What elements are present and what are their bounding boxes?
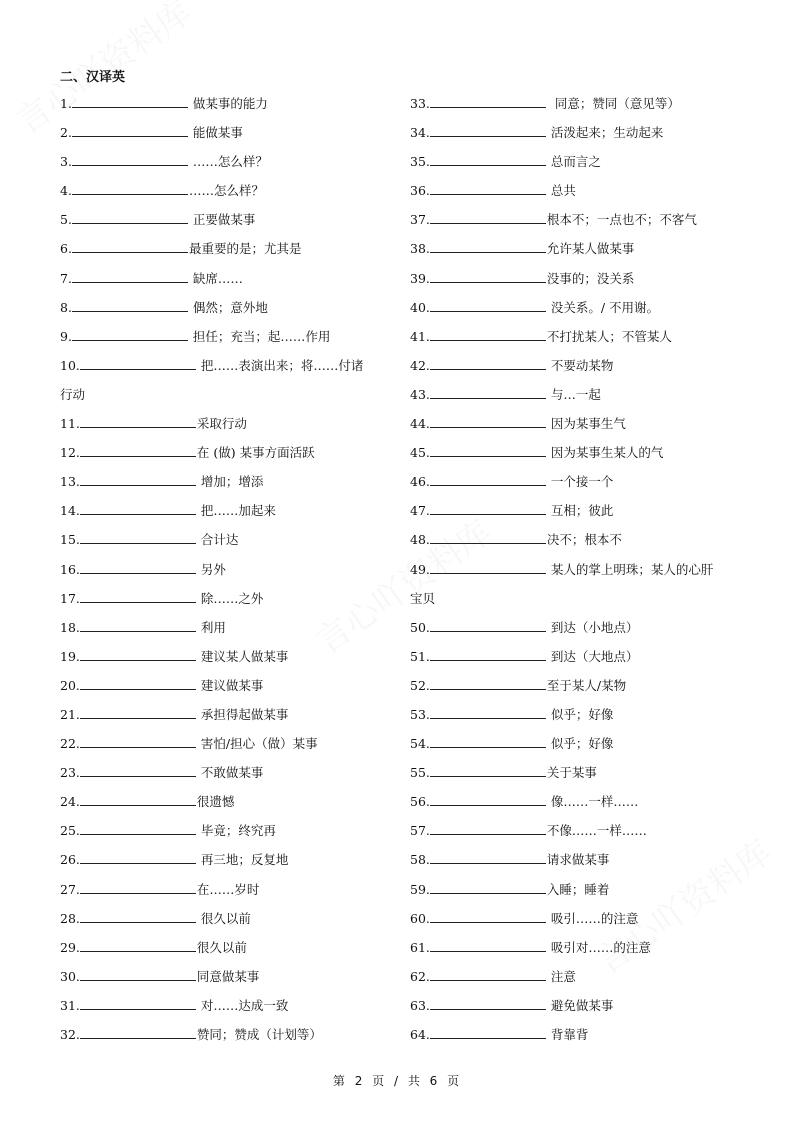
answer-blank[interactable] <box>72 123 188 137</box>
question-item <box>60 938 395 967</box>
question-item <box>410 909 745 938</box>
question-prompt: 允许某人做某事 <box>546 241 635 257</box>
answer-blank[interactable] <box>430 967 546 981</box>
question-prompt: 增加；增添 <box>196 474 264 490</box>
answer-blank[interactable] <box>430 385 546 399</box>
question-number: 44. <box>410 416 430 432</box>
question-number: 59. <box>410 881 430 897</box>
question-number: 51. <box>410 648 430 664</box>
question-item <box>410 763 745 792</box>
answer-blank[interactable] <box>430 210 546 224</box>
question-prompt: 除……之外 <box>196 590 264 606</box>
question-number: 27. <box>60 881 80 897</box>
question-prompt: 没关系。/ 不用谢。 <box>546 299 660 315</box>
question-item <box>410 734 745 763</box>
question-item <box>410 530 745 559</box>
question-item <box>60 327 395 356</box>
question-item <box>60 501 395 530</box>
question-item <box>60 443 395 472</box>
answer-blank[interactable] <box>80 705 196 719</box>
question-prompt: 不要动某物 <box>546 357 614 373</box>
answer-blank[interactable] <box>430 676 546 690</box>
question-prompt: 似乎；好像 <box>546 736 614 752</box>
question-item <box>410 850 745 879</box>
question-number: 36. <box>410 183 430 199</box>
answer-blank[interactable] <box>80 560 196 574</box>
question-item <box>60 792 395 821</box>
question-prompt-continued: 宝贝 <box>410 590 436 606</box>
question-prompt: 不像……一样…… <box>546 823 647 839</box>
question-item <box>60 239 395 268</box>
question-item <box>60 676 395 705</box>
answer-blank[interactable] <box>430 618 546 632</box>
question-prompt: 很久以前 <box>196 910 251 926</box>
question-prompt: 承担得起做某事 <box>196 706 289 722</box>
question-item <box>60 850 395 879</box>
question-prompt: 能做某事 <box>188 125 243 141</box>
question-number: 3. <box>60 154 72 170</box>
answer-blank[interactable] <box>430 239 546 253</box>
question-number: 5. <box>60 212 72 228</box>
answer-blank[interactable] <box>430 880 546 894</box>
answer-blank[interactable] <box>430 821 546 835</box>
question-prompt: 不打扰某人；不管某人 <box>546 328 672 344</box>
question-number: 41. <box>410 328 430 344</box>
question-prompt: 根本不；一点也不；不客气 <box>546 212 697 228</box>
question-number: 62. <box>410 968 430 984</box>
question-number: 4. <box>60 183 72 199</box>
question-number: 17. <box>60 590 80 606</box>
answer-blank[interactable] <box>72 94 188 108</box>
question-prompt: 到达（小地点） <box>546 619 639 635</box>
question-prompt: 一个接一个 <box>546 474 614 490</box>
answer-blank[interactable] <box>430 560 546 574</box>
question-number: 52. <box>410 677 430 693</box>
answer-blank[interactable] <box>80 821 196 835</box>
question-number: 19. <box>60 648 80 664</box>
question-item <box>410 705 745 734</box>
question-number: 1. <box>60 96 72 111</box>
question-item <box>60 880 395 909</box>
question-prompt: 赞同；赞成（计划等） <box>196 1027 322 1042</box>
question-prompt: 同意；赞同（意见等） <box>546 96 680 111</box>
question-number: 34. <box>410 125 430 141</box>
question-prompt: 同意做某事 <box>196 968 260 984</box>
question-item <box>60 967 395 996</box>
question-item <box>410 938 745 967</box>
question-item <box>410 560 745 589</box>
question-number: 46. <box>410 474 430 490</box>
question-prompt: 采取行动 <box>196 416 247 432</box>
question-number: 8. <box>60 299 72 315</box>
question-number: 48. <box>410 532 430 548</box>
question-item <box>410 618 745 647</box>
question-number: 60. <box>410 910 430 926</box>
answer-blank[interactable] <box>430 705 546 719</box>
question-item <box>60 618 395 647</box>
question-number: 42. <box>410 357 430 373</box>
question-number: 11. <box>60 416 80 432</box>
question-number: 31. <box>60 997 80 1013</box>
answer-blank[interactable] <box>430 501 546 515</box>
question-item <box>410 327 745 356</box>
question-item <box>410 181 745 210</box>
page-footer: 第 2 页 / 共 6 页 <box>332 1074 461 1088</box>
question-prompt: 背靠背 <box>546 1027 589 1042</box>
question-number: 37. <box>410 212 430 228</box>
question-number: 9. <box>60 328 72 344</box>
answer-blank[interactable] <box>430 356 546 370</box>
question-prompt: 对……达成一致 <box>196 997 289 1013</box>
question-item <box>410 472 745 501</box>
answer-blank[interactable] <box>430 647 546 661</box>
question-number: 20. <box>60 677 80 693</box>
question-item <box>410 152 745 181</box>
question-prompt: 担任；充当；起……作用 <box>188 328 331 344</box>
question-number: 16. <box>60 561 80 577</box>
question-number: 39. <box>410 270 430 286</box>
question-prompt: 另外 <box>196 561 226 577</box>
answer-blank[interactable] <box>430 123 546 137</box>
question-prompt: 因为某事生某人的气 <box>546 445 664 461</box>
question-number: 49. <box>410 561 430 577</box>
question-item <box>60 763 395 792</box>
section-title: 二、汉译英 <box>60 70 126 85</box>
question-item <box>410 792 745 821</box>
question-prompt: 至于某人/某物 <box>546 677 627 693</box>
question-number: 28. <box>60 910 80 926</box>
answer-blank[interactable] <box>430 181 546 195</box>
answer-blank[interactable] <box>80 589 196 603</box>
question-item <box>60 734 395 763</box>
question-prompt: 吸引对……的注意 <box>546 939 651 955</box>
question-prompt: 吸引……的注意 <box>546 910 639 926</box>
answer-blank[interactable] <box>430 850 546 864</box>
question-number: 26. <box>60 852 80 868</box>
question-item <box>410 647 745 676</box>
question-item <box>410 414 745 443</box>
question-prompt-continued: 行动 <box>60 386 86 402</box>
question-item <box>410 1025 745 1054</box>
answer-blank[interactable] <box>430 763 546 777</box>
question-number: 22. <box>60 736 80 752</box>
question-number: 35. <box>410 154 430 170</box>
answer-blank[interactable] <box>80 676 196 690</box>
answer-blank[interactable] <box>430 909 546 923</box>
question-item <box>60 298 395 327</box>
question-prompt: 把……表演出来；将……付诸 <box>196 357 364 373</box>
question-item <box>60 560 395 589</box>
question-number: 25. <box>60 823 80 839</box>
question-prompt: 关于某事 <box>546 765 597 781</box>
question-prompt: 与…一起 <box>546 386 601 402</box>
question-prompt: 害怕/担心（做）某事 <box>196 736 318 752</box>
question-prompt: ……怎么样？ <box>188 154 268 170</box>
question-item <box>60 909 395 938</box>
answer-blank[interactable] <box>430 327 546 341</box>
question-prompt: 不敢做某事 <box>196 765 264 781</box>
answer-blank[interactable] <box>80 414 196 428</box>
question-prompt: 总共 <box>546 183 576 199</box>
question-prompt: 请求做某事 <box>546 852 610 868</box>
question-prompt: 建议某人做某事 <box>196 648 289 664</box>
question-prompt: 某人的掌上明珠；某人的心肝 <box>546 561 714 577</box>
answer-blank[interactable] <box>430 443 546 457</box>
answer-blank[interactable] <box>80 734 196 748</box>
question-item <box>410 269 745 298</box>
question-number: 63. <box>410 997 430 1013</box>
question-number: 45. <box>410 445 430 461</box>
answer-blank[interactable] <box>72 327 188 341</box>
question-number: 64. <box>410 1027 430 1042</box>
question-item <box>410 501 745 530</box>
question-number: 18. <box>60 619 80 635</box>
question-number: 7. <box>60 270 72 286</box>
question-item <box>60 152 395 181</box>
answer-blank[interactable] <box>80 647 196 661</box>
question-item <box>60 705 395 734</box>
question-prompt: 把……加起来 <box>196 503 276 519</box>
answer-blank[interactable] <box>72 269 188 283</box>
question-prompt: 没事的；没关系 <box>546 270 635 286</box>
question-prompt: 建议做某事 <box>196 677 264 693</box>
question-prompt: 在 (做) 某事方面活跃 <box>196 445 315 461</box>
question-prompt: 入睡；睡着 <box>546 881 610 897</box>
question-number: 53. <box>410 706 430 722</box>
answer-blank[interactable] <box>80 909 196 923</box>
answer-blank[interactable] <box>72 181 188 195</box>
question-item <box>60 530 395 559</box>
question-number: 2. <box>60 125 72 141</box>
question-prompt: 很遗憾 <box>196 794 235 810</box>
question-number: 55. <box>410 765 430 781</box>
answer-blank[interactable] <box>430 269 546 283</box>
answer-blank[interactable] <box>430 414 546 428</box>
question-prompt: 决不；根本不 <box>546 532 622 548</box>
question-prompt: 到达（大地点） <box>546 648 639 664</box>
question-prompt: 最重要的是；尤其是 <box>188 241 302 257</box>
question-number: 23. <box>60 765 80 781</box>
answer-blank[interactable] <box>80 443 196 457</box>
question-item <box>60 356 395 385</box>
answer-blank[interactable] <box>430 996 546 1010</box>
answer-blank[interactable] <box>80 356 196 370</box>
question-item <box>60 1025 395 1054</box>
question-item <box>60 472 395 501</box>
question-item <box>410 239 745 268</box>
question-number: 47. <box>410 503 430 519</box>
answer-blank[interactable] <box>430 530 546 544</box>
question-number: 56. <box>410 794 430 810</box>
answer-blank[interactable] <box>80 472 196 486</box>
question-item <box>60 647 395 676</box>
question-prompt: 缺席…… <box>188 270 243 286</box>
question-number: 50. <box>410 619 430 635</box>
question-prompt: 很久以前 <box>196 939 247 955</box>
question-item <box>410 996 745 1025</box>
question-number: 54. <box>410 736 430 752</box>
question-item <box>410 123 745 152</box>
question-prompt: 利用 <box>196 619 226 635</box>
question-item <box>60 210 395 239</box>
question-prompt: 再三地；反复地 <box>196 852 289 868</box>
question-number: 30. <box>60 968 80 984</box>
answer-blank[interactable] <box>80 996 196 1010</box>
question-item <box>410 967 745 996</box>
question-item <box>410 676 745 705</box>
question-number: 57. <box>410 823 430 839</box>
question-prompt: 做某事的能力 <box>188 96 268 111</box>
question-prompt: 合计达 <box>196 532 239 548</box>
answer-blank[interactable] <box>80 792 196 806</box>
answer-blank[interactable] <box>80 501 196 515</box>
answer-blank[interactable] <box>80 618 196 632</box>
question-item <box>60 181 395 210</box>
answer-blank[interactable] <box>430 792 546 806</box>
question-item <box>410 880 745 909</box>
question-number: 43. <box>410 386 430 402</box>
answer-blank[interactable] <box>80 938 196 952</box>
question-number: 13. <box>60 474 80 490</box>
question-prompt: 互相；彼此 <box>546 503 614 519</box>
question-item <box>410 210 745 239</box>
answer-blank[interactable] <box>430 298 546 312</box>
answer-blank[interactable] <box>430 152 546 166</box>
question-number: 32. <box>60 1027 80 1042</box>
right-column <box>410 94 745 1054</box>
answer-blank[interactable] <box>72 239 188 253</box>
question-number: 14. <box>60 503 80 519</box>
answer-blank[interactable] <box>80 850 196 864</box>
question-prompt: 偶然；意外地 <box>188 299 268 315</box>
answer-blank[interactable] <box>430 938 546 952</box>
answer-blank[interactable] <box>80 880 196 894</box>
answer-blank[interactable] <box>80 763 196 777</box>
question-prompt: ……怎么样？ <box>188 183 264 199</box>
question-number: 38. <box>410 241 430 257</box>
question-item <box>60 414 395 443</box>
question-item <box>60 589 395 618</box>
question-number: 24. <box>60 794 80 810</box>
question-item <box>410 356 745 385</box>
question-prompt: 像……一样…… <box>546 794 639 810</box>
question-prompt: 在……岁时 <box>196 881 260 897</box>
question-number: 29. <box>60 939 80 955</box>
question-item <box>410 385 745 414</box>
question-prompt: 毕竟；终究再 <box>196 823 276 839</box>
question-number: 40. <box>410 299 430 315</box>
left-column <box>60 94 395 1054</box>
answer-blank[interactable] <box>80 967 196 981</box>
question-number: 15. <box>60 532 80 548</box>
question-prompt: 因为某事生气 <box>546 416 626 432</box>
question-item <box>60 269 395 298</box>
answer-blank[interactable] <box>430 734 546 748</box>
question-item <box>60 123 395 152</box>
question-item <box>410 298 745 327</box>
question-item <box>410 443 745 472</box>
question-item <box>410 94 745 123</box>
question-prompt: 避免做某事 <box>546 997 614 1013</box>
answer-blank[interactable] <box>430 1025 546 1039</box>
question-item <box>60 94 395 123</box>
question-item <box>60 821 395 850</box>
question-number: 12. <box>60 445 80 461</box>
answer-blank[interactable] <box>72 152 188 166</box>
question-prompt: 注意 <box>546 968 576 984</box>
answer-blank[interactable] <box>72 298 188 312</box>
question-prompt: 总而言之 <box>546 154 601 170</box>
question-item <box>60 996 395 1025</box>
question-prompt: 活泼起来；生动起来 <box>546 125 664 141</box>
answer-blank[interactable] <box>72 210 188 224</box>
question-number: 10. <box>60 357 80 373</box>
question-number: 33. <box>410 96 430 111</box>
question-prompt: 正要做某事 <box>188 212 256 228</box>
answer-blank[interactable] <box>430 472 546 486</box>
question-number: 58. <box>410 852 430 868</box>
question-item <box>410 821 745 850</box>
answer-blank[interactable] <box>80 530 196 544</box>
question-number: 6. <box>60 241 72 257</box>
question-number: 61. <box>410 939 430 955</box>
answer-blank[interactable] <box>430 94 546 108</box>
answer-blank[interactable] <box>80 1025 196 1039</box>
question-prompt: 似乎；好像 <box>546 706 614 722</box>
question-number: 21. <box>60 706 80 722</box>
